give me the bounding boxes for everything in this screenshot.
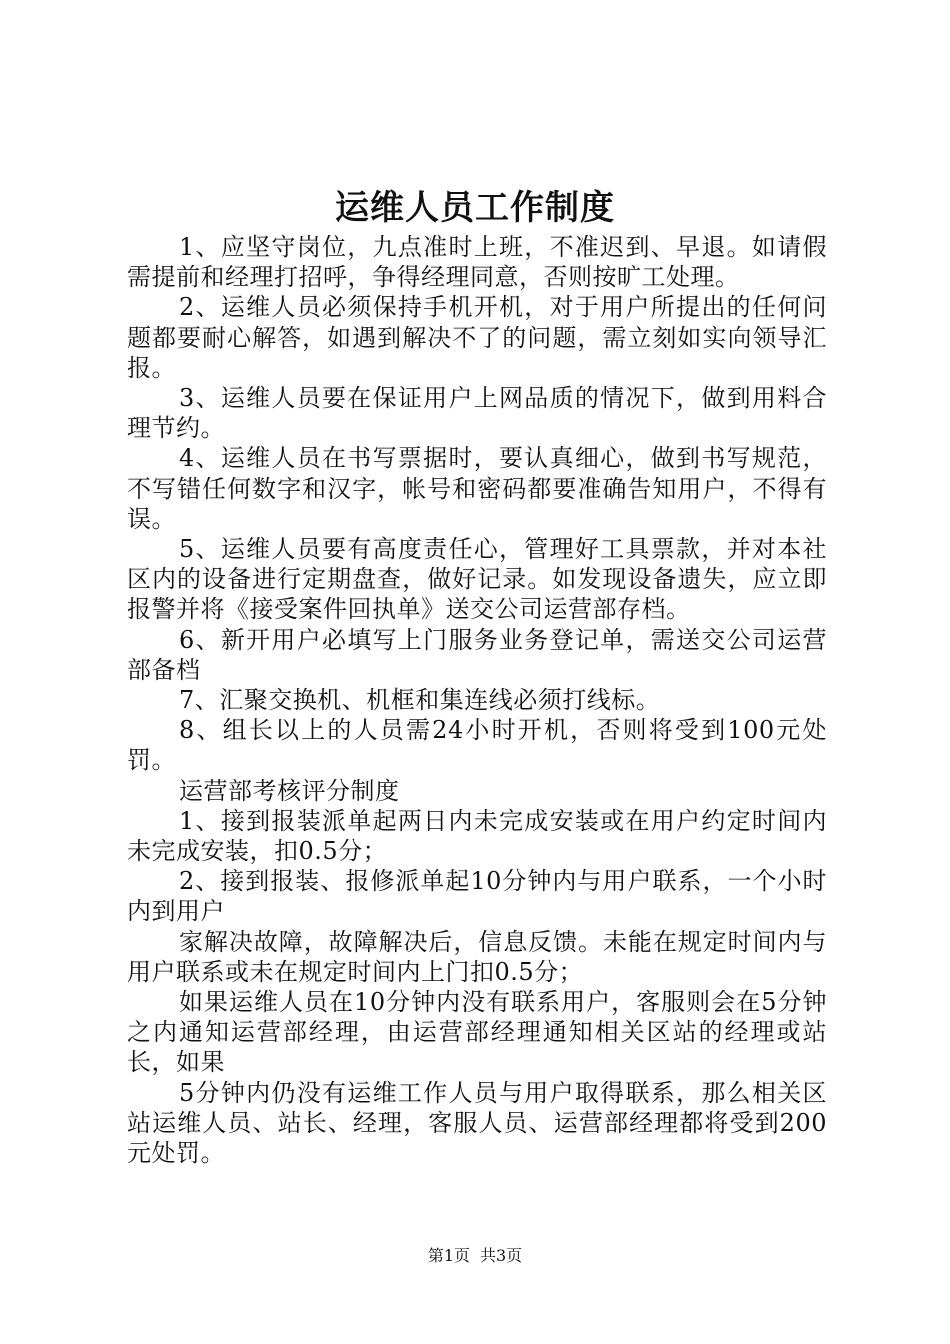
paragraph: 2、接到报装、报修派单起10分钟内与用户联系，一个小时内到用户 — [127, 867, 827, 926]
paragraph: 6、新开用户必填写上门服务业务登记单，需送交公司运营部备档 — [127, 625, 827, 684]
paragraph: 如果运维人员在10分钟内没有联系用户，客服则会在5分钟之内通知运营部经理，由运营部经理通知相关区站的经理或站长，如果 — [127, 988, 827, 1077]
paragraph: 7、汇聚交换机、机框和集连线必须打线标。 — [179, 686, 661, 715]
paragraph: 2、运维人员必须保持手机开机，对于用户所提出的任何问题都要耐心解答，如遇到解决不了的问题，需立刻如实向领导汇报。 — [127, 293, 827, 382]
section-heading: 运营部考核评分制度 — [179, 776, 400, 805]
document-title: 运维人员工作制度 — [335, 188, 615, 228]
paragraph: 5分钟内仍没有运维工作人员与用户取得联系，那么相关区站运维人员、站长、经理，客服人员、运营部经理都将受到200元处罚。 — [127, 1078, 827, 1168]
paragraph: 1、接到报装派单起两日内未完成安装或在用户约定时间内未完成安装，扣0.5分； — [127, 806, 827, 866]
paragraph: 8、组长以上的人员需24小时开机，否则将受到100元处罚。 — [127, 716, 827, 775]
total-pages: 共3页 — [480, 1246, 523, 1265]
page-footer — [0, 1245, 950, 1267]
paragraph: 3、运维人员要在保证用户上网品质的情况下，做到用料合理节约。 — [127, 384, 827, 443]
document-body — [127, 232, 827, 1168]
page-number: 第1页 — [427, 1246, 470, 1265]
paragraph: 家解决故障，故障解决后，信息反馈。未能在规定时间内与用户联系或未在规定时间内上门扣0.5分； — [127, 927, 827, 986]
paragraph: 4、运维人员在书写票据时，要认真细心，做到书写规范，不写错任何数字和汉字，帐号和密码都要准确告知用户，不得有误。 — [127, 444, 827, 533]
paragraph: 1、应坚守岗位，九点准时上班，不准迟到、早退。如请假需提前和经理打招呼，争得经理同意，否则按旷工处理。 — [127, 233, 827, 292]
paragraph: 5、运维人员要有高度责任心，管理好工具票款，并对本社区内的设备进行定期盘查，做好记录。如发现设备遗失，应立即报警并将《接受案件回执单》送交公司运营部存档。 — [127, 535, 827, 624]
